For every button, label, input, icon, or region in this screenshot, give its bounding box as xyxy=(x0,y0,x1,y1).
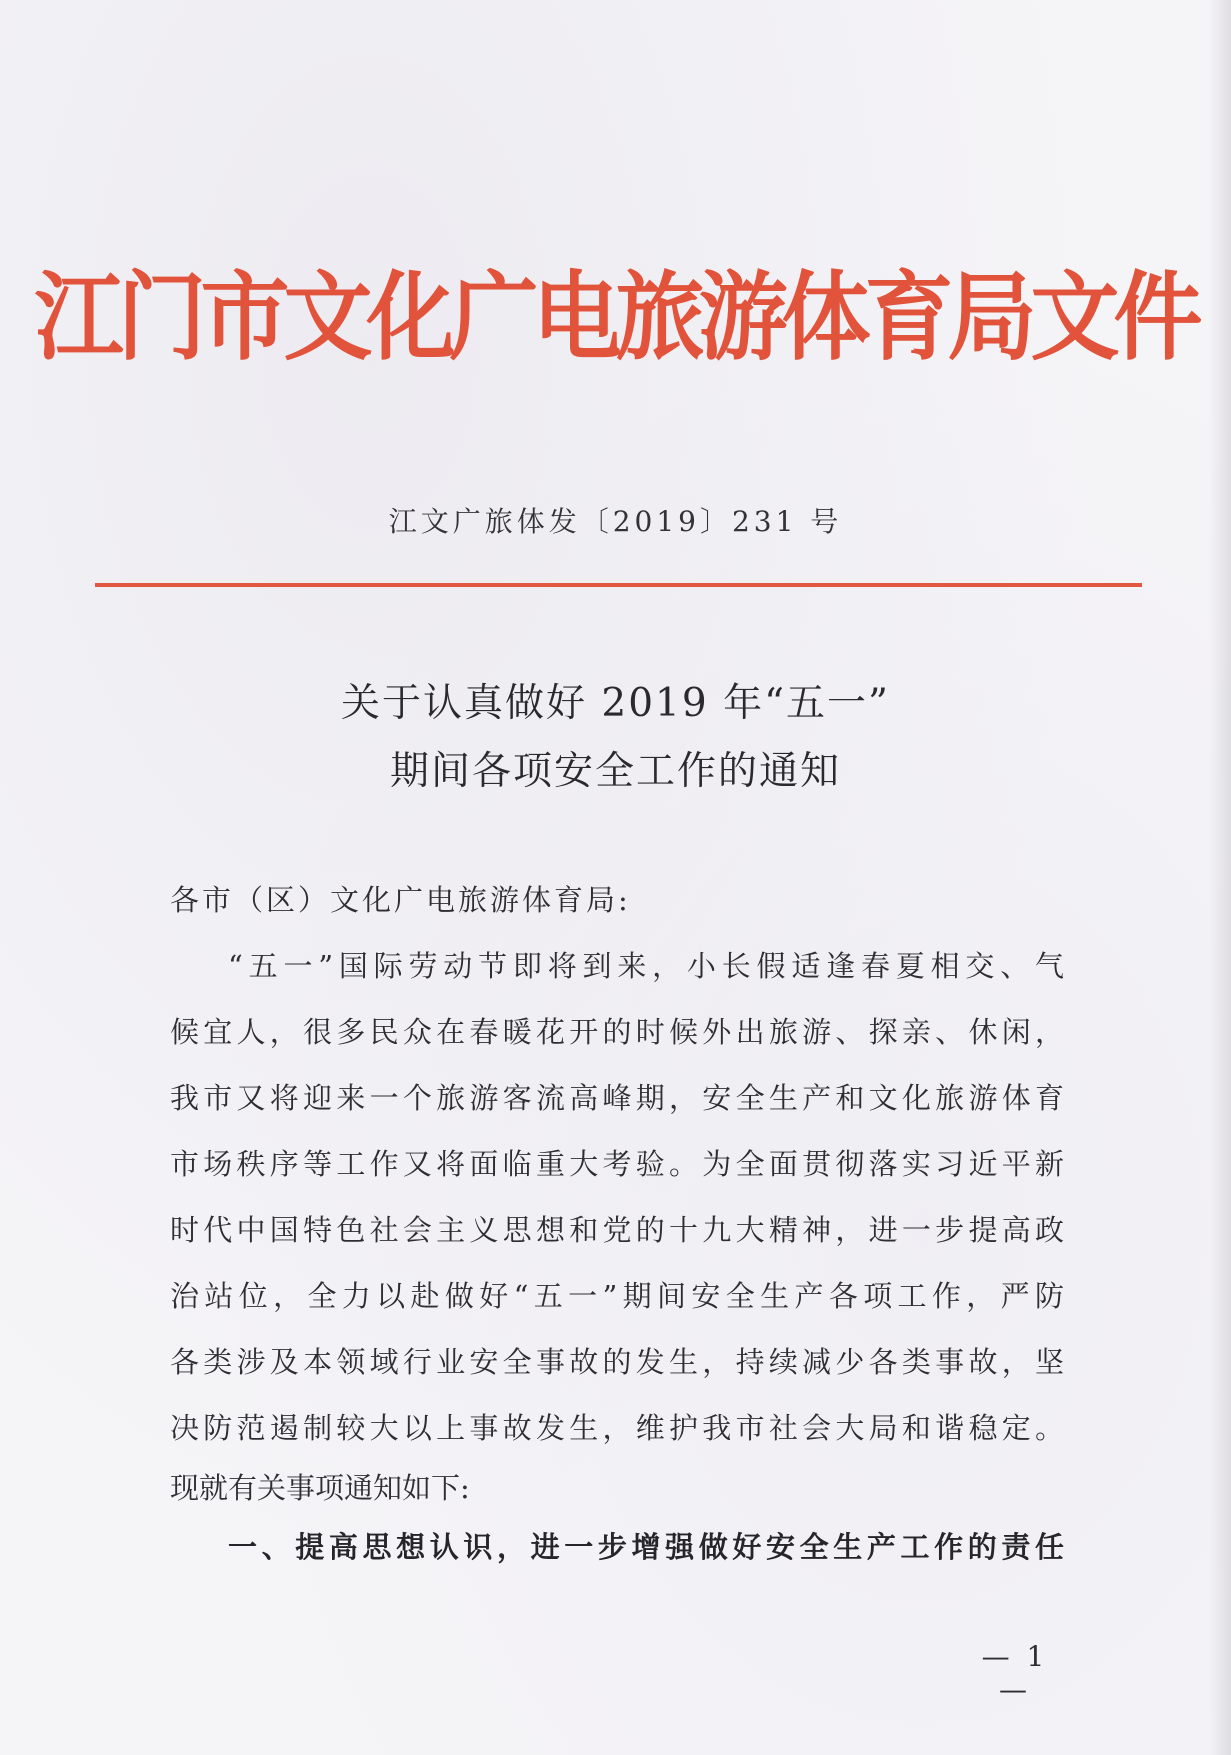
page-number: — 1 — xyxy=(981,1640,1049,1706)
body-line: 时代中国特色社会主义思想和党的十九大精神，进一步提高政 xyxy=(170,1213,1064,1247)
body-line: 现就有关事项通知如下: xyxy=(170,1471,470,1505)
body-line: “五一”国际劳动节即将到来，小长假适逢春夏相交、气 xyxy=(228,949,1064,983)
body-line: 候宜人，很多民众在春暖花开的时候外出旅游、探亲、休闲， xyxy=(170,1015,1064,1049)
section-heading-1: 一、提高思想认识，进一步增强做好安全生产工作的责任 xyxy=(228,1530,1064,1564)
header-red-divider xyxy=(95,583,1142,587)
body-line: 决防范遏制较大以上事故发生，维护我市社会大局和谐稳定。 xyxy=(170,1411,1064,1445)
document-title-line-1: 关于认真做好 2019 年“五一” xyxy=(341,681,890,726)
document-number: 江文广旅体发〔2019〕231 号 xyxy=(388,505,843,538)
body-line: 各类涉及本领域行业安全事故的发生，持续减少各类事故，坚 xyxy=(170,1345,1064,1379)
salutation: 各市（区）文化广电旅游体育局: xyxy=(170,883,631,917)
document-title-line-2: 期间各项安全工作的通知 xyxy=(389,749,841,794)
body-line: 市场秩序等工作又将面临重大考验。为全面贯彻落实习近平新 xyxy=(170,1147,1064,1181)
document-header-org: 江门市文化广电旅游体育局文件 xyxy=(34,260,1197,374)
body-line: 治站位，全力以赴做好“五一”期间安全生产各项工作，严防 xyxy=(170,1279,1064,1313)
body-line: 我市又将迎来一个旅游客流高峰期，安全生产和文化旅游体育 xyxy=(170,1081,1064,1115)
